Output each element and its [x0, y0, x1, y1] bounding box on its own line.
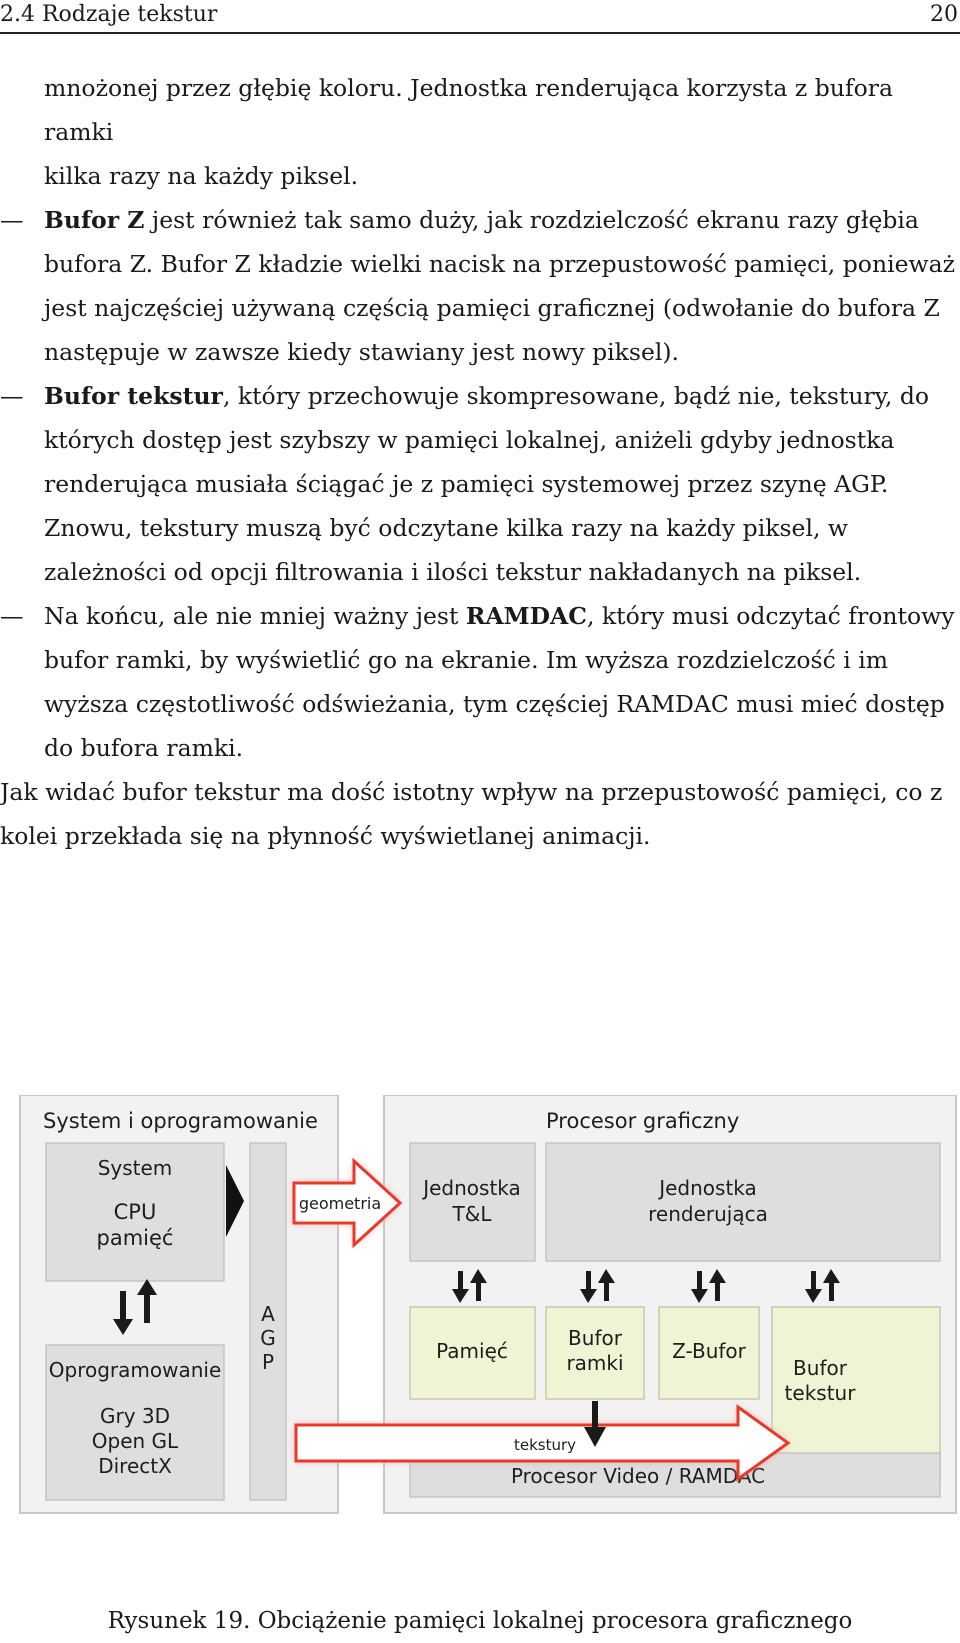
figure-diagram — [18, 1095, 960, 1535]
closing-paragraph: Jak widać bufor tekstur ma dość istotny wpływ na przepustowość pamięci, co z kolei przekłada się na płynność wyświetlanej animacji. — [0, 778, 943, 850]
texture-arrow-label: tekstury — [513, 1436, 577, 1454]
list-dash: — — [0, 382, 24, 410]
render-unit-label-2: renderująca — [648, 1202, 768, 1226]
list-item-texture-buffer — [0, 374, 960, 594]
texture-buffer-label-1: Bufor — [793, 1356, 847, 1380]
tl-unit-label-1: Jednostka — [423, 1176, 521, 1200]
cpu-label: CPU — [113, 1200, 157, 1224]
left-panel-title: System i oprogramowanie — [43, 1109, 318, 1133]
intro-line-1: mnożonej przez głębię koloru. Jednostka renderująca korzysta z bufora ramki — [44, 74, 893, 146]
agp-letter-g: G — [260, 1326, 276, 1350]
ramdac-label: Procesor Video / RAMDAC — [510, 1464, 766, 1488]
item-text-texture-buffer: , który przechowuje skompresowane, bądź nie, tekstury, do których dostęp jest szybszy w pamięci lokalnej, aniżeli gdyby jednostka renderująca musiała ściągać je z pamięci systemowej przez szynę AGP. Znowu, tekstury muszą być odczytane kilka razy na każdy piksel, w zależności od opcji filtrowania i ilości tekstur nakładanych na piksel. — [44, 382, 930, 586]
games-label: Gry 3D — [99, 1404, 171, 1428]
list-item-ramdac — [0, 594, 960, 770]
render-unit-label-1: Jednostka — [659, 1176, 757, 1200]
item-text-zbuffer: jest również tak samo duży, jak rozdzielczość ekranu razy głębia bufora Z. Bufor Z kładzie wielki nacisk na przepustowość pamięci, ponieważ jest najczęściej używaną częścią pamięci graficznej (odwołanie do bufora Z następuje w zawsze kiedy stawiany jest nowy piksel). — [44, 206, 956, 366]
right-panel-title: Procesor graficzny — [546, 1109, 740, 1133]
geometry-arrow-label: geometria — [298, 1194, 382, 1213]
page-number: 20 — [930, 2, 958, 27]
term-texture-buffer: Bufor tekstur — [44, 382, 223, 410]
agp-letter-a: A — [261, 1302, 275, 1326]
system-label: System — [97, 1156, 173, 1180]
agp-letter-p: P — [261, 1350, 275, 1374]
frame-buffer-label-2: ramki — [566, 1351, 624, 1375]
diagram-svg — [18, 1095, 960, 1535]
ram-label: pamięć — [96, 1226, 174, 1250]
figure-caption: Rysunek 19. Obciążenie pamięci lokalnej procesora graficznego — [107, 1608, 853, 1634]
frame-buffer-label-1: Bufor — [568, 1326, 622, 1350]
section-title: 2.4 Rodzaje tekstur — [0, 2, 218, 27]
list-dash: — — [0, 206, 24, 234]
term-ramdac: RAMDAC — [465, 602, 587, 630]
list-item-zbuffer — [0, 198, 960, 374]
item-text-ramdac: , który musi odczytać frontowy bufor ramki, by wyświetlić go na ekranie. Im wyższa rozdzielczość i im wyższa częstotliwość odświeżania, tym częściej RAMDAC musi mieć dostęp do bufora ramki. — [44, 602, 955, 762]
list-dash: — — [0, 602, 24, 630]
memory-label: Pamięć — [436, 1339, 508, 1363]
opengl-label: Open GL — [91, 1429, 179, 1453]
term-zbuffer: Bufor Z — [44, 206, 145, 234]
z-buffer-label: Z-Bufor — [672, 1339, 746, 1363]
software-label: Oprogramowanie — [48, 1358, 222, 1382]
body-text — [0, 66, 960, 858]
intro-line-2: kilka razy na każdy piksel. — [44, 162, 359, 190]
item-prefix-ramdac: Na końcu, ale nie mniej ważny jest — [44, 602, 466, 630]
header-rule — [0, 32, 960, 34]
directx-label: DirectX — [98, 1454, 172, 1478]
running-head — [0, 0, 960, 34]
intro-paragraph — [0, 66, 960, 198]
texture-buffer-label-2: tekstur — [784, 1381, 856, 1405]
tl-unit-label-2: T&L — [452, 1202, 492, 1226]
